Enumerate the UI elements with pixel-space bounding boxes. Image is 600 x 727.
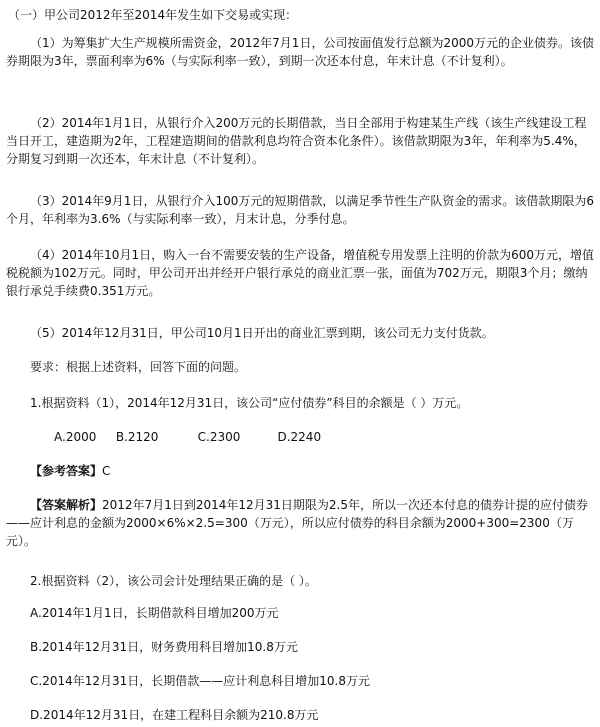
answer-analysis bbox=[6, 496, 594, 550]
item-4: （4）2014年10月1日，购入一台不需要安装的生产设备，增值税专用发票上注明的价款为600万元，增值税税额为102万元。同时，甲公司开出并经开户银行承兑的商业汇票一张，面值为702万元，期限3个月；缴纳银行承兑手续费0.351万元。 bbox=[6, 248, 594, 298]
q2-option-b: B.2014年12月31日，财务费用科目增加10.8万元 bbox=[30, 640, 298, 654]
reference-answer bbox=[6, 462, 594, 480]
analysis-text: 2012年7月1日到2014年12月31日期限为2.5年，所以一次还本付息的债券计提的应付债券——应计利息的金额为2000×6%×2.5=300（万元），所以应付债券的科目余额为2000+300=2300（万元）。 bbox=[6, 498, 588, 548]
question-1-options bbox=[6, 428, 594, 446]
question-2: 2.根据资料（2），该公司会计处理结果正确的是（ ）。 bbox=[30, 574, 317, 588]
answer-label: 【参考答案】 bbox=[30, 464, 103, 478]
item-5: （5）2014年12月31日，甲公司10月1日开出的商业汇票到期，该公司无力支付货款。 bbox=[30, 326, 494, 340]
requirement: 要求：根据上述资料，回答下面的问题。 bbox=[30, 360, 247, 374]
q2-option-d: D.2014年12月31日，在建工程科目余额为210.8万元 bbox=[30, 708, 319, 722]
analysis-label: 【答案解析】 bbox=[30, 498, 103, 512]
item-3: （3）2014年9月1日，从银行介入100万元的短期借款，以满足季节性生产队资金的需求。该借款期限为6个月，年利率为3.6%（与实际利率一致），月末计息，分季付息。 bbox=[6, 194, 594, 226]
q1-option-a: A.2000 bbox=[54, 430, 97, 444]
answer-value: C bbox=[102, 464, 111, 478]
q2-option-c: C.2014年12月31日，长期借款——应计利息科目增加10.8万元 bbox=[30, 674, 370, 688]
section-heading: （一）甲公司2012年至2014年发生如下交易或实现： bbox=[8, 8, 298, 22]
item-1: （1）为筹集扩大生产规模所需资金，2012年7月1日，公司按面值发行总额为2000万元的企业债券。该债券期限为3年，票面利率为6%（与实际利率一致），到期一次还本付息，年末计息（不计复利）。 bbox=[6, 36, 594, 68]
question-1: 1.根据资料（1），2014年12月31日，该公司“应付债券”科目的余额是（ ）万元。 bbox=[30, 396, 469, 410]
q1-option-b: B.2120 bbox=[115, 430, 159, 444]
item-2: （2）2014年1月1日，从银行介入200万元的长期借款，当日全部用于构建某生产线（该生产线建设工程当日开工，建造期为2年，工程建造期间的借款利息均符合资本化条件）。该借款期限为3年，年利率为5.4%，分期复习到期一次还本，年末计息（不计复利）。 bbox=[6, 116, 587, 166]
q1-option-c: C.2300 bbox=[197, 430, 241, 444]
q1-option-d: D.2240 bbox=[277, 430, 322, 444]
q2-option-a: A.2014年1月1日，长期借款科目增加200万元 bbox=[30, 606, 279, 620]
